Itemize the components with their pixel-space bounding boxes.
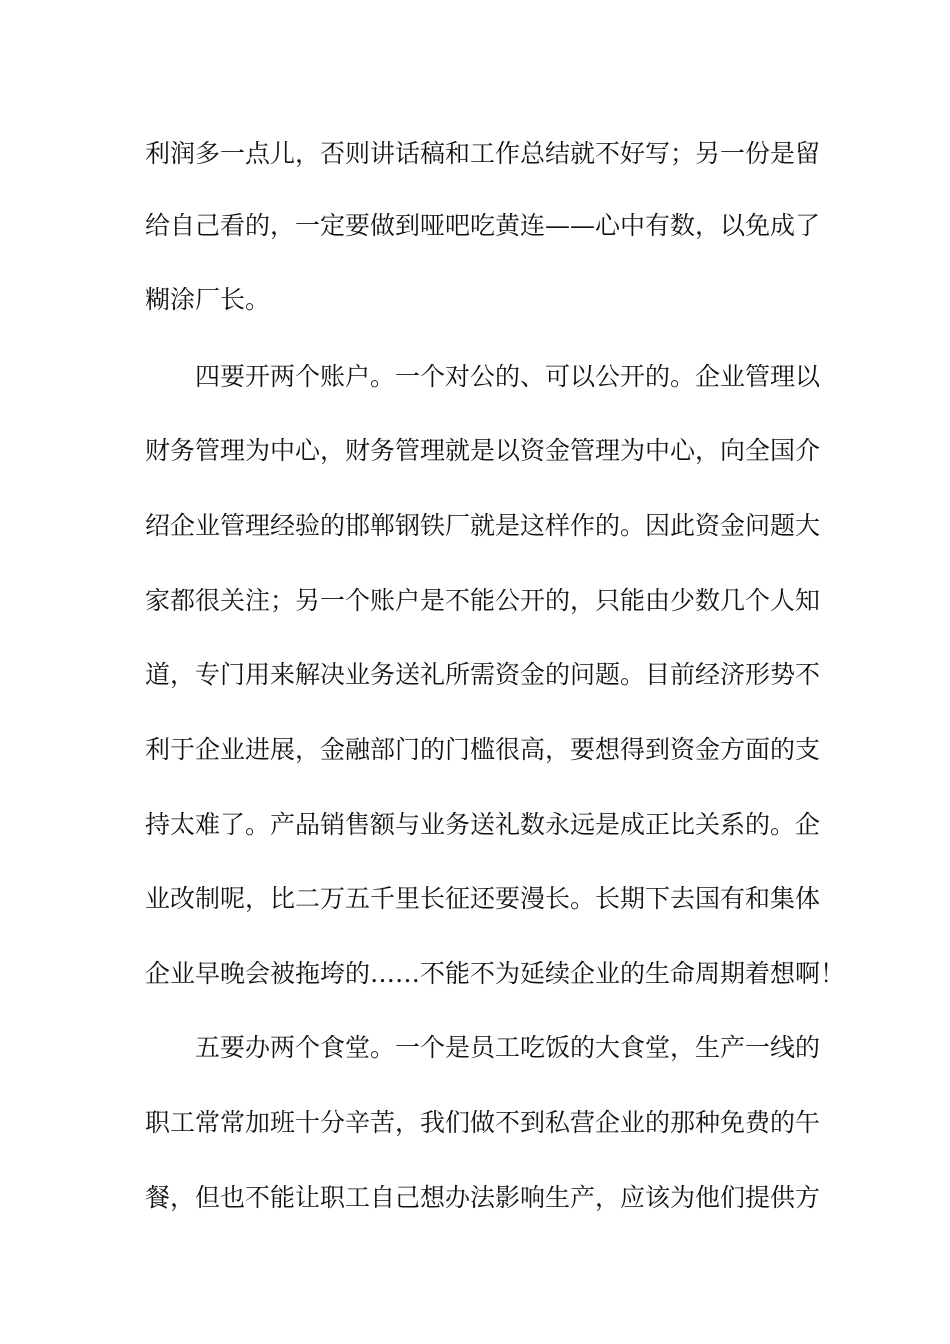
paragraph-line: 糊涂厂长。 xyxy=(145,285,271,314)
paragraph-line: 绍企业管理经验的邯郸钢铁厂就是这样作的。因此资金问题大 xyxy=(145,511,821,540)
paragraph-line: 家都很关注；另一个账户是不能公开的，只能由少数几个人知 xyxy=(145,586,821,615)
paragraph-line: 道，专门用来解决业务送礼所需资金的问题。目前经济形势不 xyxy=(145,660,821,689)
paragraph-line: 给自己看的，一定要做到哑吧吃黄连——心中有数，以免成了 xyxy=(145,211,821,240)
paragraph-line: 持太难了。产品销售额与业务送礼数永远是成正比关系的。企 xyxy=(145,810,821,839)
paragraph-line: 四要开两个账户。一个对公的、可以公开的。企业管理以 xyxy=(195,362,821,391)
paragraph-line: 职工常常加班十分辛苦，我们做不到私营企业的那种免费的午 xyxy=(145,1108,821,1137)
paragraph-line: 五要办两个食堂。一个是员工吃饭的大食堂，生产一线的 xyxy=(195,1033,821,1062)
paragraph-line: 财务管理为中心，财务管理就是以资金管理为中心，向全国介 xyxy=(145,436,821,465)
paragraph-line: 企业早晚会被拖垮的……不能不为延续企业的生命周期着想啊！ xyxy=(145,959,846,988)
paragraph-line: 餐，但也不能让职工自己想办法影响生产，应该为他们提供方 xyxy=(145,1183,821,1212)
paragraph-line: 业改制呢，比二万五千里长征还要漫长。长期下去国有和集体 xyxy=(145,884,821,913)
paragraph-line: 利于企业进展，金融部门的门槛很高，要想得到资金方面的支 xyxy=(145,735,821,764)
paragraph-line: 利润多一点儿，否则讲话稿和工作总结就不好写；另一份是留 xyxy=(145,139,821,168)
